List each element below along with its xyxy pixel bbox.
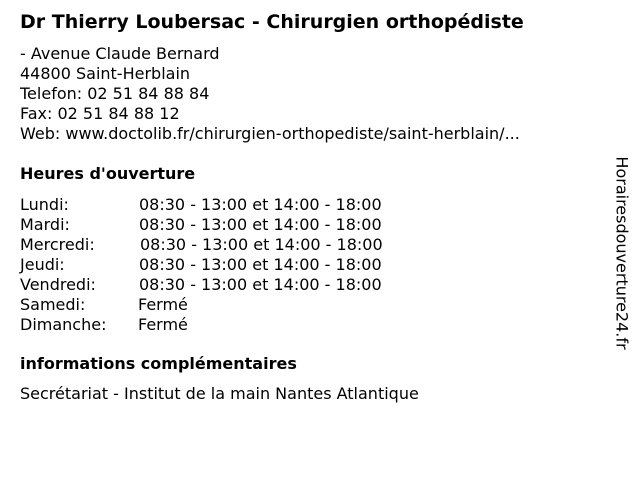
time-value: 08:30 - 13:00 et 14:00 - 18:00 [139, 195, 382, 214]
opening-hours-heading: Heures d'ouverture [20, 164, 196, 183]
day-label: Vendredi: [20, 275, 96, 294]
website-link[interactable]: Web: www.doctolib.fr/chirurgien-orthopediste/saint-herblain/... [20, 124, 520, 143]
site-watermark: Horairesdouverture24.fr [612, 156, 632, 350]
time-value: Fermé [138, 295, 188, 314]
time-value: 08:30 - 13:00 et 14:00 - 18:00 [139, 215, 382, 234]
day-label: Lundi: [20, 195, 69, 214]
additional-info-heading: informations complémentaires [20, 354, 297, 373]
time-value: 08:30 - 13:00 et 14:00 - 18:00 [139, 255, 382, 274]
fax-number: Fax: 02 51 84 88 12 [20, 104, 180, 123]
contact-block [20, 44, 520, 144]
address-city: 44800 Saint-Herblain [20, 64, 191, 83]
time-value: 08:30 - 13:00 et 14:00 - 18:00 [139, 275, 382, 294]
day-label: Mercredi: [20, 235, 95, 254]
time-value: Fermé [138, 315, 188, 334]
day-label: Dimanche: [20, 315, 107, 334]
day-label: Jeudi: [20, 255, 65, 274]
time-value: 08:30 - 13:00 et 14:00 - 18:00 [140, 235, 383, 254]
day-label: Mardi: [20, 215, 70, 234]
additional-info-text: Secrétariat - Institut de la main Nantes Atlantique [20, 384, 419, 403]
page-title: Dr Thierry Loubersac - Chirurgien orthopédiste [20, 11, 524, 33]
phone-number: Telefon: 02 51 84 88 84 [20, 84, 210, 103]
address-street: - Avenue Claude Bernard [20, 44, 220, 63]
day-label: Samedi: [20, 295, 86, 314]
